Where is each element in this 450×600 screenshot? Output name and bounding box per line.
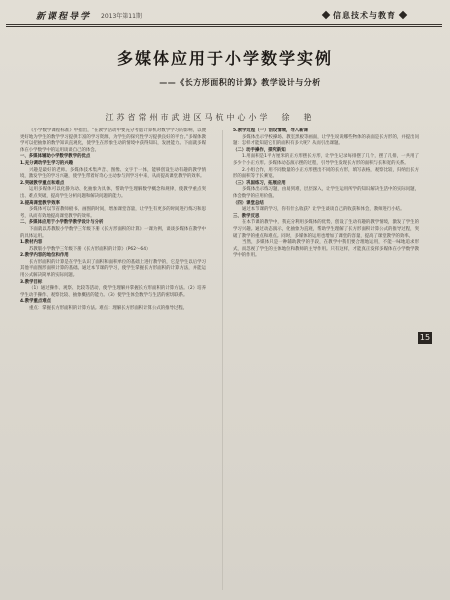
section-heading: 3.教学目标: [20, 279, 43, 285]
diamond-icon: [322, 11, 330, 19]
section-heading: 1.充分调动学生学习的兴趣: [20, 160, 74, 166]
body-paragraph: 多媒体可以节省教师板书、画图的时间，增加课堂容量，让学生有更多的时间进行练习和思考，从而有效地提高课堂教学的效率。: [20, 207, 206, 219]
page-number: 15: [419, 333, 431, 342]
body-paragraph: 下面就以苏教版小学数学三年级下册《长方形面积的计算》一课为例，谈谈多媒体在教学中的具体运用。: [20, 226, 206, 239]
header-rule: [6, 24, 442, 25]
section-heading: 2.教学内容的地位和作用: [20, 253, 69, 259]
article-subtitle: ——《长方形面积的计算》教学设计与分析: [159, 78, 321, 87]
column-tag: [319, 10, 410, 21]
right-column: [233, 128, 419, 594]
section-heading: 1.教材内容: [20, 240, 43, 246]
body-paragraph: 兴趣是最好的老师。多媒体技术集声音、图像、文字于一体，能够创设生动有趣的教学情境，激发学生的学习兴趣，使学生带着好奇心主动参与到学习中来，从而提高课堂教学的效率。: [20, 167, 206, 180]
section-heading: （二）动手操作，探究新知: [233, 147, 286, 153]
journal-issue: 2013年第11期: [101, 12, 142, 20]
section-heading: 5.教学过程（一）创设情境，导入新课: [233, 128, 308, 133]
article-title: 多媒体应用于小学数学实例: [116, 49, 333, 68]
body-paragraph: 多媒体出示学校操场、教室黑板等画面，让学生说说哪些物体的表面是长方形的，并提出问题：怎样才能知道它们的面积有多大呢？从而引出课题。: [233, 134, 419, 147]
journal-name: 新课程导学: [36, 11, 92, 22]
section-heading: 2.突破教学重点和难点: [20, 180, 65, 186]
section-heading: 4.教学重点难点: [20, 299, 52, 305]
body-paragraph: 苏教版小学数学三年级下册《长方形面积的计算》（P62～64）: [29, 246, 151, 252]
body-paragraph: 在本节课的教学中，我充分利用多媒体的优势，创设了生动有趣的教学情境，激发了学生的学习兴趣。通过动态演示，化抽象为直观，帮助学生理解了长方形面积计算公式的推导过程，突破了教学的重点和难点。同时，多媒体的运用也增加了课堂的容量，提高了课堂教学的效率。: [233, 220, 419, 239]
body-paragraph: （1）通过操作、观察、比较等活动，使学生理解并掌握长方形面积的计算方法。（2）培养学生动手操作、观察比较、抽象概括的能力。（3）使学生体会数学与生活的密切联系。: [20, 286, 206, 298]
body-paragraph: 运用多媒体可以化静为动、化抽象为具体，帮助学生理解数学概念和规律，使教学重点突出、难点突破，提高学生分析问题和解决问题的能力。: [20, 187, 206, 199]
body-paragraph: 多媒体出示练习题，由易到难，层层深入，让学生运用所学的知识解决生活中的实际问题，体会数学的应用价值。: [233, 187, 419, 199]
body-paragraph: 当然，多媒体只是一种辅助教学的手段，在教学中我们要合理地运用，不能一味地追求形式，而忽视了学生的主体地位和教师的主导作用。只有这样，才能真正发挥多媒体在小学数学教学中的作用。: [233, 240, 419, 259]
body-paragraph: 2.小组合作，用不同数量的小正方形摆出不同的长方形，填写表格，观察比较，归纳出长方形的面积等于长乘宽。: [233, 167, 419, 180]
header-rule-thin: [6, 26, 442, 27]
article-author: 江苏省常州市武进区马杭中心小学 徐 艳: [105, 113, 315, 122]
section-heading: 三、教学反思: [233, 213, 260, 219]
body-paragraph: 1.用面积是1平方厘米的正方形摆长方形，让学生记录每排摆了几个，摆了几排，一共用了多少个小正方形。多媒体动态演示摆的过程，引导学生发现长方形的面积与长和宽的关系。: [233, 154, 419, 166]
section-heading: 3.提高课堂教学效率: [20, 200, 60, 206]
section-heading: （四）课堂总结: [233, 200, 264, 206]
body-paragraph: 《小学数学课程标准》中指出，“在教学活动中要充分考虑计算机对数学学习的影响，以便更好地为学生的数学学习提供丰富的学习资源，为学生的探究性学习提供良好的平台。”多媒体教学可以把抽象的数学知识直观化，使学生在形象生动的情境中获得知识，发展能力。下面就多媒体在小学数学中的运用谈谈自己的体会。: [20, 128, 206, 153]
column-divider: [222, 130, 223, 590]
section-heading: 一、多媒体辅助小学数学教学的优点: [20, 154, 91, 160]
section-heading: 二、多媒体应用于小学数学教学设计与分析: [20, 220, 104, 226]
body-paragraph: 重点：掌握长方形面积的计算方法。难点：理解长方形面积计算公式的推导过程。: [29, 306, 188, 312]
body-paragraph: 长方形面积的计算是在学生认识了面积和面积单位的基础上进行教学的，它是学生以后学习其他平面图形面积计算的基础。通过本节课的学习，使学生掌握长方形面积的计算方法，并能运用公式解决简单的实际问题。: [20, 259, 206, 279]
diamond-icon: [399, 11, 407, 19]
section-heading: （三）巩固练习，拓展应用: [233, 180, 286, 186]
page-header: [8, 6, 442, 24]
column-label: 信息技术与教育: [333, 10, 396, 20]
left-column: [20, 128, 206, 594]
body-paragraph: 通过本节课的学习，你有什么收获？让学生谈谈自己的收获和体会，教师进行小结。: [242, 207, 405, 213]
